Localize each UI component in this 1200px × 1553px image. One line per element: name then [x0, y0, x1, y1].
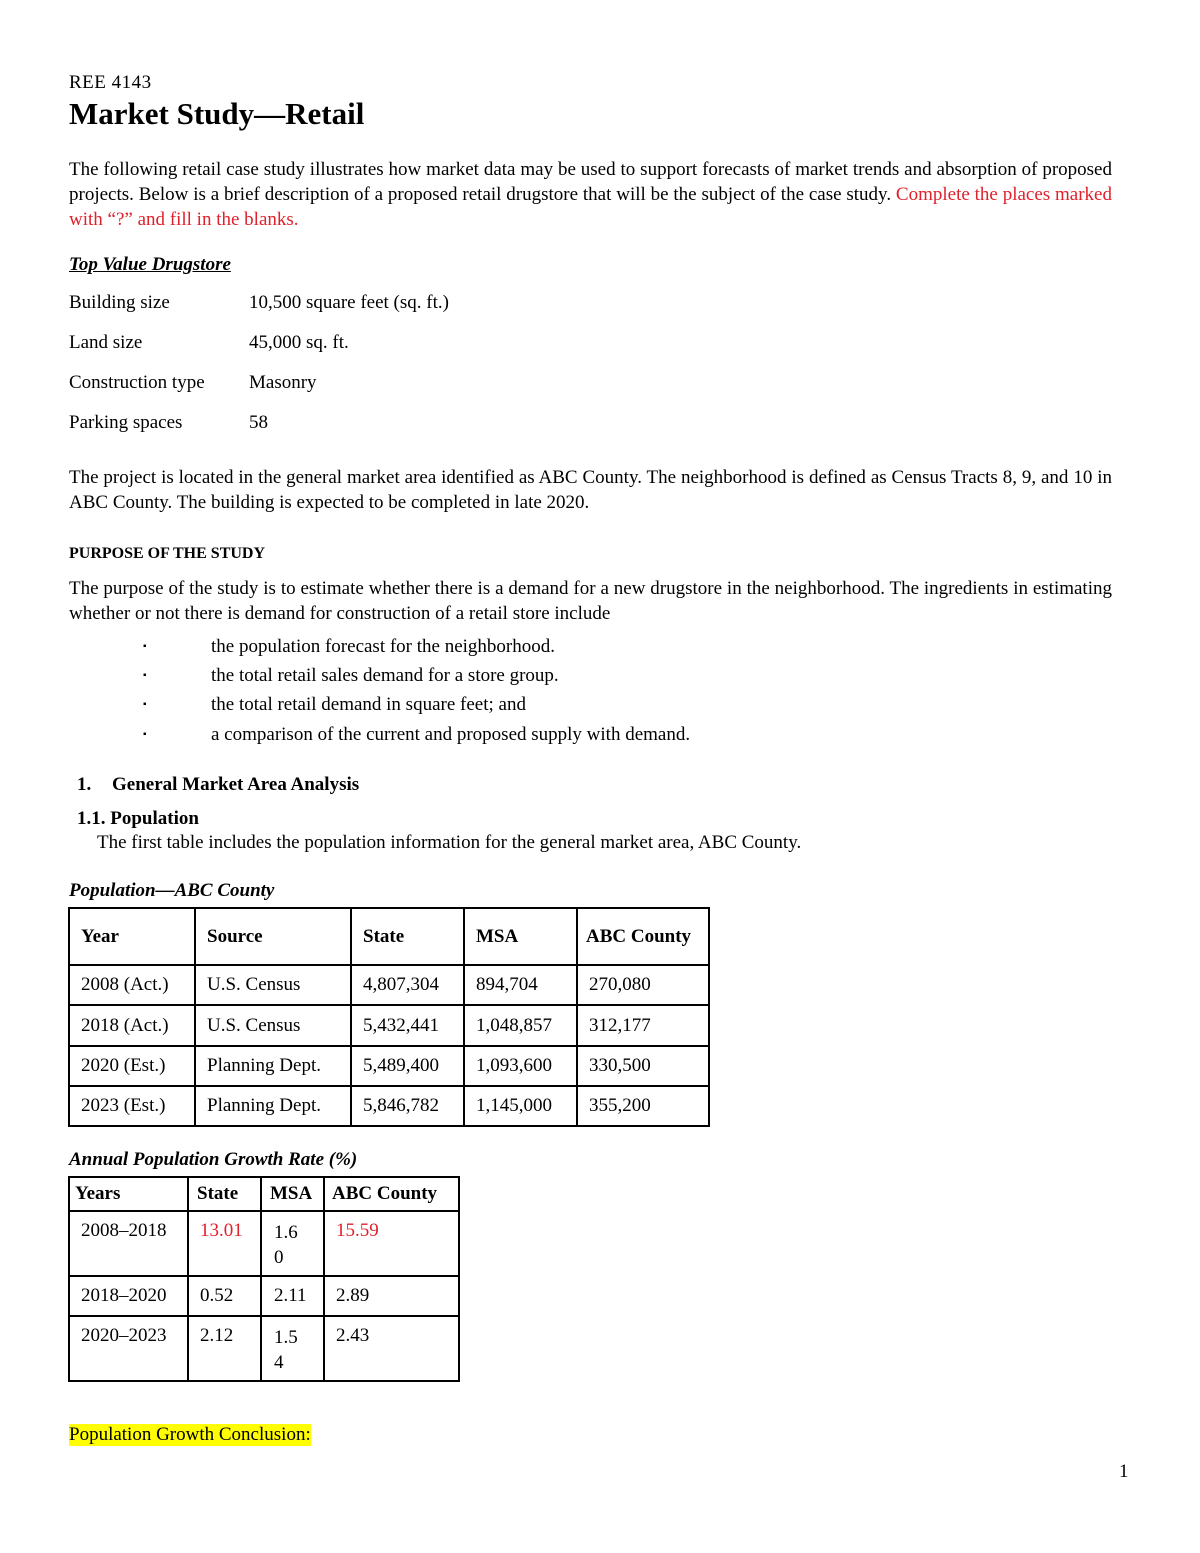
table-row — [69, 1316, 459, 1381]
location-paragraph: The project is located in the general market area identified as ABC County. The neighborhood is defined as Census Tracts 8, 9, and 10 in ABC County. The building is expected to be completed in late 2020. — [69, 467, 1112, 513]
project-name-heading: Top Value Drugstore — [69, 254, 231, 275]
population-table — [68, 907, 710, 1127]
table-cell: 0.52 — [188, 1276, 261, 1316]
table-cell: 2008 (Act.) — [69, 965, 195, 1005]
bullet-item: the total retail sales demand for a store group. — [211, 665, 559, 686]
table-header-row — [69, 1177, 459, 1211]
bullet-item: the total retail demand in square feet; and — [211, 694, 526, 715]
column-header: ABC County — [577, 908, 709, 965]
intro-text: The following retail case study illustrates how market data may be used to support forecasts of market trends and absorption of proposed projects. Below is a brief description of a proposed retail drugstore that will be the subject of the case study. — [69, 159, 1112, 205]
table-cell: 2.43 — [324, 1316, 459, 1381]
table-cell: 2020 (Est.) — [69, 1046, 195, 1086]
document-title: Market Study—Retail — [69, 96, 365, 131]
purpose-heading: PURPOSE OF THE STUDY — [69, 545, 266, 562]
table-cell: 4,807,304 — [351, 965, 464, 1005]
spec-label-parking-spaces: Parking spaces — [69, 412, 183, 433]
bullet-item: the population forecast for the neighborhood. — [211, 636, 556, 657]
table-cell: U.S. Census — [195, 1005, 351, 1046]
table-cell: 2008–2018 — [69, 1211, 188, 1276]
purpose-paragraph: The purpose of the study is to estimate whether there is a demand for a new drugstore in the neighborhood. The ingredients in estimating whether or not there is demand for construction of a retail store include — [69, 578, 1112, 624]
bullet-icon: ▪ — [143, 699, 147, 710]
growth-rate-table — [68, 1176, 460, 1382]
table-cell: 1,093,600 — [464, 1046, 577, 1086]
table-cell: 330,500 — [577, 1046, 709, 1086]
spec-label-land-size: Land size — [69, 332, 143, 353]
table-cell: 5,846,782 — [351, 1086, 464, 1126]
section-heading — [77, 774, 359, 796]
table-row — [69, 1005, 709, 1046]
table-row — [69, 1086, 709, 1126]
subsection-text: The first table includes the population information for the general market area, ABC County. — [97, 832, 802, 853]
bullet-icon: ▪ — [143, 729, 147, 740]
column-header: State — [188, 1177, 261, 1211]
spec-value-construction-type: Masonry — [249, 372, 317, 393]
table-cell: 5,489,400 — [351, 1046, 464, 1086]
bullet-icon: ▪ — [143, 641, 147, 652]
instruction-text: Complete the places marked with “?” and fill in the blanks. — [69, 184, 1112, 230]
subsection-heading — [77, 808, 199, 830]
spec-label-construction-type: Construction type — [69, 372, 205, 393]
subsection-title: Population — [110, 808, 199, 829]
intro-paragraph — [69, 157, 1112, 232]
table-row — [69, 1276, 459, 1316]
table-cell: 1,145,000 — [464, 1086, 577, 1126]
table-row — [69, 1211, 459, 1276]
answer-cell: 15.59 — [324, 1211, 459, 1276]
table-cell: 270,080 — [577, 965, 709, 1005]
table-cell: 312,177 — [577, 1005, 709, 1046]
column-header: ABC County — [324, 1177, 459, 1211]
table-cell: Planning Dept. — [195, 1046, 351, 1086]
table-header-row — [69, 908, 709, 965]
section-number: 1. — [77, 774, 92, 795]
table-cell: 1,048,857 — [464, 1005, 577, 1046]
table-cell: 1.6 0 — [261, 1211, 324, 1276]
subsection-number: 1.1. — [77, 808, 106, 829]
table-cell: 2018–2020 — [69, 1276, 188, 1316]
table-cell: Planning Dept. — [195, 1086, 351, 1126]
table-cell: 2020–2023 — [69, 1316, 188, 1381]
table-cell: 5,432,441 — [351, 1005, 464, 1046]
column-header: Source — [195, 908, 351, 965]
column-header: State — [351, 908, 464, 965]
conclusion-label: Population Growth Conclusion: — [69, 1424, 311, 1445]
spec-value-land-size: 45,000 sq. ft. — [249, 332, 349, 353]
course-code: REE 4143 — [69, 72, 152, 93]
bullet-icon: ▪ — [143, 670, 147, 681]
section-title: General Market Area Analysis — [112, 774, 360, 795]
table-row — [69, 1046, 709, 1086]
bullet-item: a comparison of the current and proposed supply with demand. — [211, 724, 691, 745]
column-header: MSA — [464, 908, 577, 965]
table-cell: 2.11 — [261, 1276, 324, 1316]
column-header: MSA — [261, 1177, 324, 1211]
table-cell: 1.5 4 — [261, 1316, 324, 1381]
page-number: 1 — [1119, 1461, 1129, 1482]
table-row — [69, 965, 709, 1005]
spec-value-building-size: 10,500 square feet (sq. ft.) — [249, 292, 449, 313]
population-table-caption: Population—ABC County — [69, 880, 275, 901]
column-header: Years — [69, 1177, 188, 1211]
column-header: Year — [69, 908, 195, 965]
table-cell: 894,704 — [464, 965, 577, 1005]
table-cell: 2018 (Act.) — [69, 1005, 195, 1046]
table-cell: U.S. Census — [195, 965, 351, 1005]
spec-label-building-size: Building size — [69, 292, 170, 313]
table-cell: 2.12 — [188, 1316, 261, 1381]
table-cell: 2.89 — [324, 1276, 459, 1316]
growth-table-caption: Annual Population Growth Rate (%) — [69, 1149, 358, 1170]
table-cell: 2023 (Est.) — [69, 1086, 195, 1126]
table-cell: 355,200 — [577, 1086, 709, 1126]
answer-cell: 13.01 — [188, 1211, 261, 1276]
spec-value-parking-spaces: 58 — [249, 412, 268, 433]
